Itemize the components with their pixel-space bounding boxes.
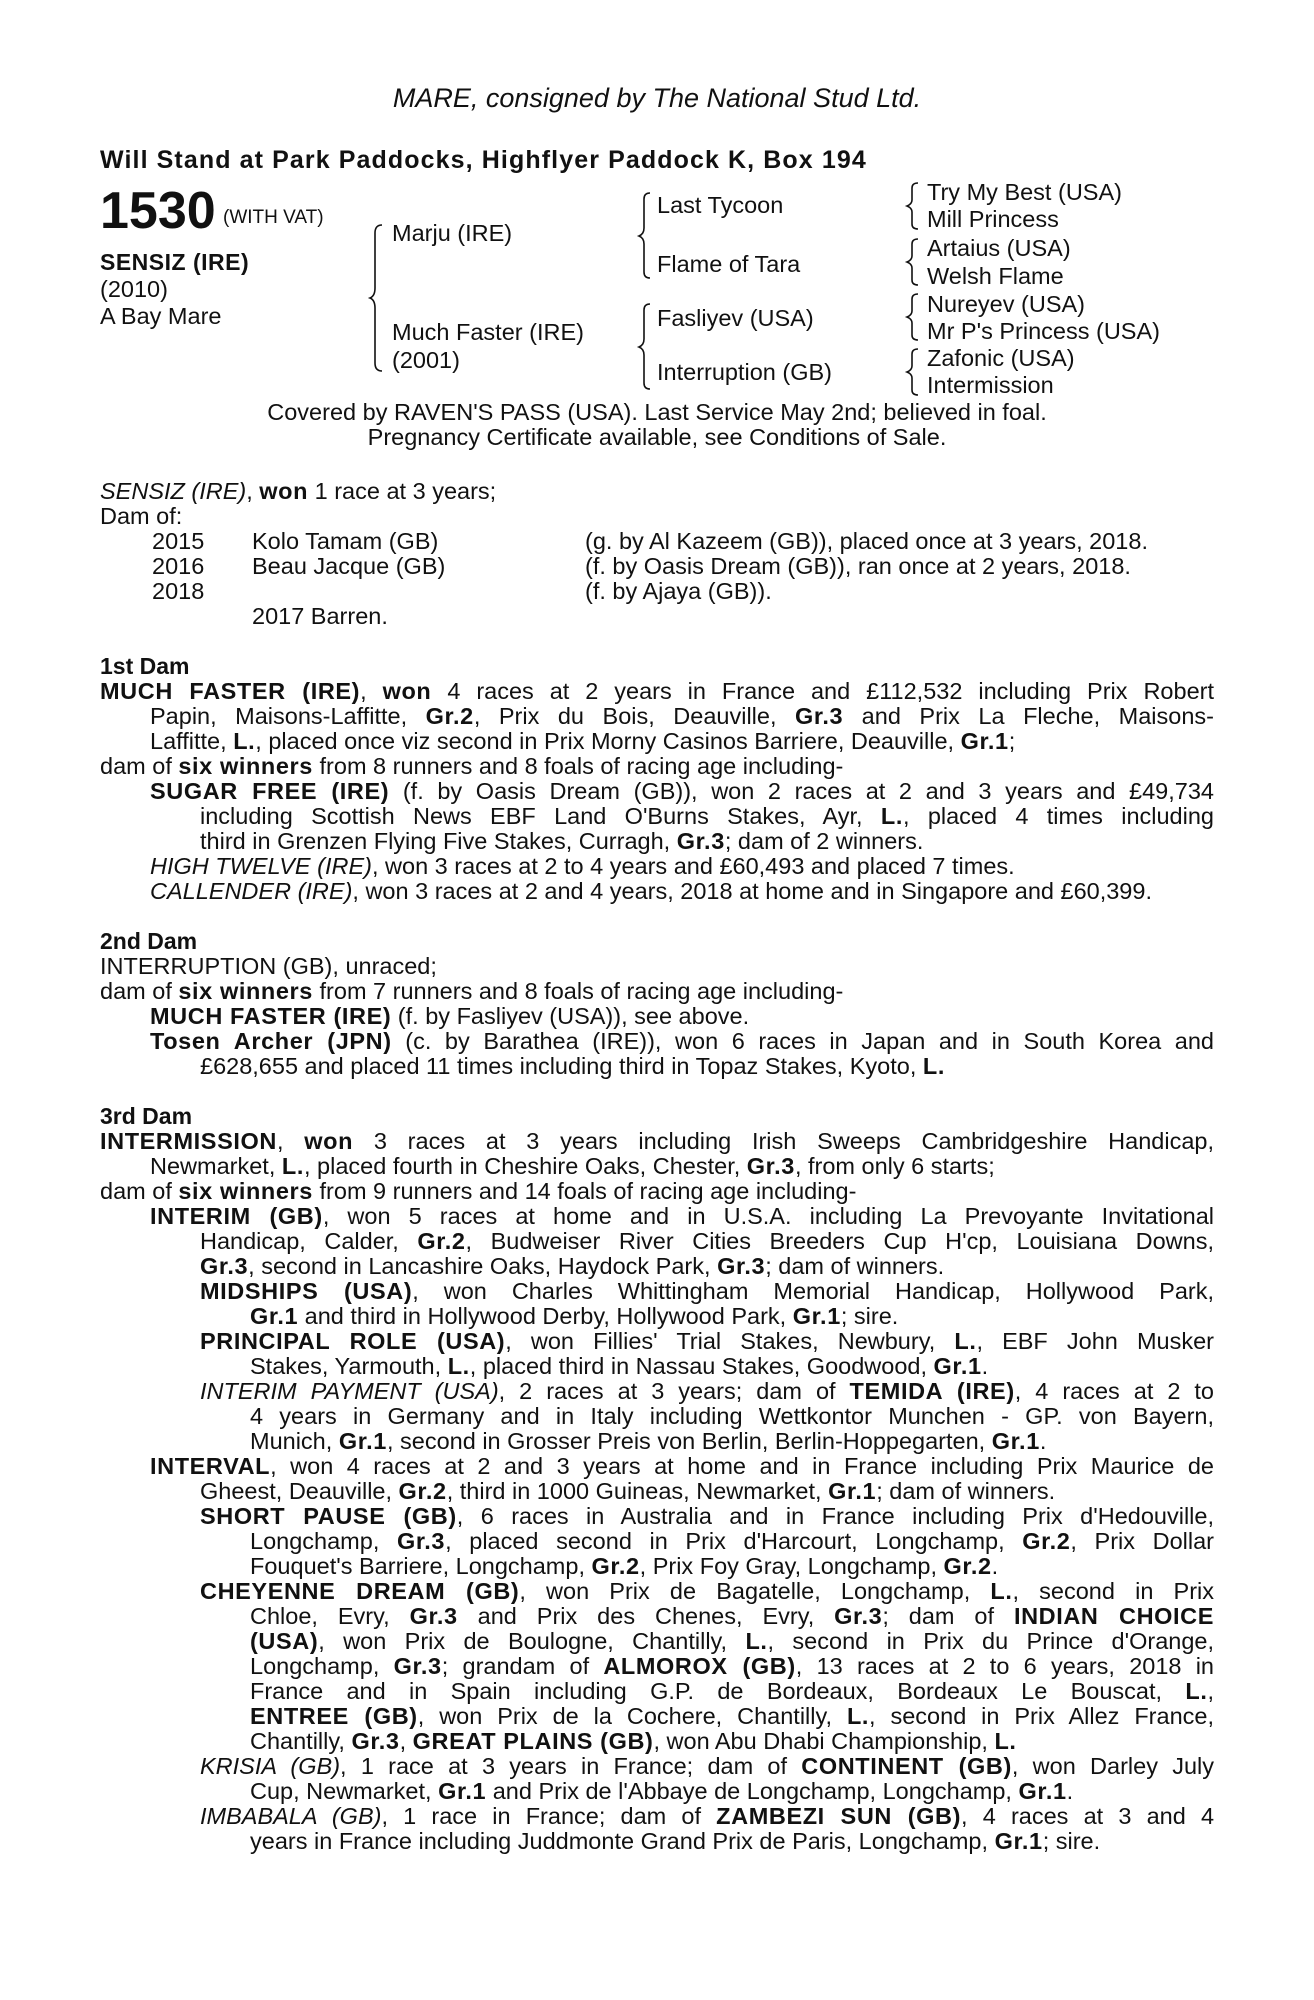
text-line: CALLENDER (IRE), won 3 races at 2 and 4 years, 2018 at home and in Singapore and £60,399.	[150, 878, 1152, 904]
pedigree-dss: Nureyev (USA)	[927, 291, 1086, 317]
horse-description: A Bay Mare	[100, 303, 222, 329]
first-dam-section	[100, 654, 1214, 904]
second-dam-heading: 2nd Dam	[100, 928, 198, 954]
produce-name	[252, 579, 585, 604]
text-line: Cup, Newmarket, Gr.1 and Prix de l'Abbaye de Longchamp, Longchamp, Gr.1.	[250, 1778, 1074, 1804]
text-line: INTERIM (GB), won 5 races at home and in U.S.A. including La Prevoyante Invitational	[150, 1204, 1214, 1229]
pedigree-dds: Zafonic (USA)	[927, 345, 1075, 371]
text-line: INTERMISSION, won 3 races at 3 years including Irish Sweeps Cambridgeshire Handicap,	[100, 1129, 1214, 1154]
lot-number: 1530	[100, 182, 216, 240]
sire-parents-bracket	[638, 192, 658, 282]
text-line: Chloe, Evry, Gr.3 and Prix des Chenes, Evry, Gr.3; dam of INDIAN CHOICE	[250, 1604, 1214, 1629]
produce-summary	[100, 479, 1214, 629]
text-line: Gheest, Deauville, Gr.2, third in 1000 Guineas, Newmarket, Gr.1; dam of winners.	[200, 1478, 1056, 1504]
bracket-ds	[906, 293, 926, 343]
text-line: dam of six winners from 9 runners and 14 foals of racing age including-	[100, 1178, 857, 1204]
text-line: IMBABALA (GB), 1 race in France; dam of ZAMBEZI SUN (GB), 4 races at 3 and 4	[200, 1804, 1214, 1829]
summary-text: 1 race at 3 years;	[308, 478, 497, 504]
text-line: HIGH TWELVE (IRE), won 3 races at 2 to 4 years and £60,493 and placed 7 times.	[150, 853, 1015, 879]
pedigree-dam-year: (2001)	[392, 347, 460, 373]
pedigree-sss: Try My Best (USA)	[927, 179, 1122, 205]
text-line: £628,655 and placed 11 times including third in Topaz Stakes, Kyoto, L.	[200, 1053, 945, 1079]
text-line: INTERVAL, won 4 races at 2 and 3 years at home and in France including Prix Maurice de	[150, 1454, 1214, 1479]
summary-line: SENSIZ (IRE), won 1 race at 3 years;	[100, 478, 497, 504]
text-line: France and in Spain including G.P. de Bordeaux, Bordeaux Le Bouscat, L.,	[250, 1679, 1214, 1704]
covered-note: Covered by RAVEN'S PASS (USA). Last Service May 2nd; believed in foal.	[267, 399, 1047, 425]
pedigree-sds: Artaius (USA)	[927, 235, 1071, 261]
bracket-sd	[906, 238, 926, 288]
text-line: MUCH FASTER (IRE), won 4 races at 2 years in France and £112,532 including Prix Robert	[100, 679, 1214, 704]
mare-name: SENSIZ (IRE)	[100, 478, 247, 504]
pedigree-dd: Interruption (GB)	[657, 359, 833, 385]
text-line: SUGAR FREE (IRE) (f. by Oasis Dream (GB)), won 2 races at 2 and 3 years and £49,734	[150, 779, 1214, 804]
pedigree-ddd: Intermission	[927, 372, 1054, 398]
text-line: Gr.3, second in Lancashire Oaks, Haydock Park, Gr.3; dam of winners.	[200, 1253, 945, 1279]
text-line: including Scottish News EBF Land O'Burns Stakes, Ayr, L., placed 4 times including	[200, 804, 1214, 829]
stand-location: Will Stand at Park Paddocks, Highflyer Paddock K, Box 194	[100, 146, 867, 174]
produce-note: (g. by Al Kazeem (GB)), placed once at 3 years, 2018.	[585, 528, 1148, 554]
bracket-ss	[906, 182, 926, 232]
second-dam-section	[100, 929, 1214, 1079]
text-line: (USA), won Prix de Boulogne, Chantilly, L., second in Prix du Prince d'Orange,	[250, 1629, 1214, 1654]
produce-note: (f. by Ajaya (GB)).	[585, 578, 772, 604]
text-line: Longchamp, Gr.3, placed second in Prix d'Harcourt, Longchamp, Gr.2, Prix Dollar	[250, 1529, 1214, 1554]
vat-note: (WITH VAT)	[223, 207, 324, 228]
text-line: 4 years in Germany and in Italy including Wettkontor Munchen - GP. von Bayern,	[250, 1404, 1214, 1429]
text-line: Newmarket, L., placed fourth in Cheshire Oaks, Chester, Gr.3, from only 6 starts;	[150, 1153, 995, 1179]
produce-year: 2016	[152, 553, 205, 579]
third-dam-heading: 3rd Dam	[100, 1103, 193, 1129]
text-line: years in France including Juddmonte Grand Prix de Paris, Longchamp, Gr.1; sire.	[250, 1828, 1101, 1854]
barren-note: 2017 Barren.	[252, 603, 388, 629]
text-line: dam of six winners from 8 runners and 8 foals of racing age including-	[100, 753, 844, 779]
text-line: Fouquet's Barriere, Longchamp, Gr.2, Prix Foy Gray, Longchamp, Gr.2.	[250, 1553, 999, 1579]
text-line: Longchamp, Gr.3; grandam of ALMOROX (GB), 13 races at 2 to 6 years, 2018 in	[250, 1654, 1214, 1679]
text-line: Gr.1 and third in Hollywood Derby, Hollywood Park, Gr.1; sire.	[250, 1303, 899, 1329]
produce-row	[100, 529, 1214, 554]
produce-year: 2018	[152, 578, 205, 604]
pregnancy-note: Pregnancy Certificate available, see Conditions of Sale.	[367, 424, 947, 450]
text-line: INTERIM PAYMENT (USA), 2 races at 3 years; dam of TEMIDA (IRE), 4 races at 2 to	[200, 1379, 1214, 1404]
text-line: CHEYENNE DREAM (GB), won Prix de Bagatelle, Longchamp, L., second in Prix	[200, 1579, 1214, 1604]
text-line: SHORT PAUSE (GB), 6 races in Australia and in France including Prix d'Hedouville,	[200, 1504, 1214, 1529]
text-line: Handicap, Calder, Gr.2, Budweiser River Cities Breeders Cup H'cp, Louisiana Downs,	[200, 1229, 1214, 1254]
pedigree-dsd: Mr P's Princess (USA)	[927, 318, 1160, 344]
pedigree-ss: Last Tycoon	[657, 192, 784, 218]
pedigree-dam: Much Faster (IRE)	[392, 319, 584, 345]
text-line: Papin, Maisons-Laffitte, Gr.2, Prix du Bois, Deauville, Gr.3 and Prix La Fleche, Maisons-	[150, 704, 1214, 729]
produce-year: 2015	[152, 528, 205, 554]
text-line: third in Grenzen Flying Five Stakes, Curragh, Gr.3; dam of 2 winners.	[200, 828, 924, 854]
bracket-dd	[906, 348, 926, 398]
pedigree-ssd: Mill Princess	[927, 206, 1059, 232]
horse-name: SENSIZ (IRE)	[100, 249, 250, 275]
produce-note: (f. by Oasis Dream (GB)), ran once at 2 years, 2018.	[585, 553, 1131, 579]
text-line: Munich, Gr.1, second in Grosser Preis von Berlin, Berlin-Hoppegarten, Gr.1.	[250, 1428, 1047, 1454]
third-dam-section	[100, 1104, 1214, 1854]
text-line: Chantilly, Gr.3, GREAT PLAINS (GB), won Abu Dhabi Championship, L.	[250, 1728, 1017, 1754]
text-line: PRINCIPAL ROLE (USA), won Fillies' Trial Stakes, Newbury, L., EBF John Musker	[200, 1329, 1214, 1354]
text-line: Tosen Archer (JPN) (c. by Barathea (IRE)), won 6 races in Japan and in South Korea and	[150, 1029, 1214, 1054]
text-line: MIDSHIPS (USA), won Charles Whittingham Memorial Handicap, Hollywood Park,	[200, 1279, 1214, 1304]
text-line: INTERRUPTION (GB), unraced;	[100, 953, 437, 979]
dam-of-label: Dam of:	[100, 503, 183, 529]
horse-year: (2010)	[100, 276, 168, 302]
text-line: Stakes, Yarmouth, L., placed third in Nassau Stakes, Goodwood, Gr.1.	[250, 1353, 989, 1379]
page-title: MARE, consigned by The National Stud Ltd.	[392, 83, 922, 113]
pedigree-sd: Flame of Tara	[657, 251, 801, 277]
text-line: MUCH FASTER (IRE) (f. by Fasliyev (USA)), see above.	[150, 1003, 750, 1029]
dam-parents-bracket	[638, 303, 658, 393]
pedigree-ds: Fasliyev (USA)	[657, 305, 814, 331]
sire-dam-bracket	[370, 224, 390, 374]
produce-row	[100, 579, 1214, 604]
won-label: won	[259, 478, 309, 504]
produce-name: Kolo Tamam (GB)	[252, 528, 439, 554]
text-line: dam of six winners from 7 runners and 8 foals of racing age including-	[100, 978, 844, 1004]
produce-row	[100, 554, 1214, 579]
pedigree-sire: Marju (IRE)	[392, 220, 513, 246]
text-line: ENTREE (GB), won Prix de la Cochere, Chantilly, L., second in Prix Allez France,	[250, 1704, 1214, 1729]
first-dam-heading: 1st Dam	[100, 653, 190, 679]
text-line: Laffitte, L., placed once viz second in Prix Morny Casinos Barriere, Deauville, Gr.1;	[150, 728, 1016, 754]
produce-name: Beau Jacque (GB)	[252, 553, 446, 579]
pedigree-sdd: Welsh Flame	[927, 263, 1064, 289]
text-line: KRISIA (GB), 1 race at 3 years in France; dam of CONTINENT (GB), won Darley July	[200, 1754, 1214, 1779]
